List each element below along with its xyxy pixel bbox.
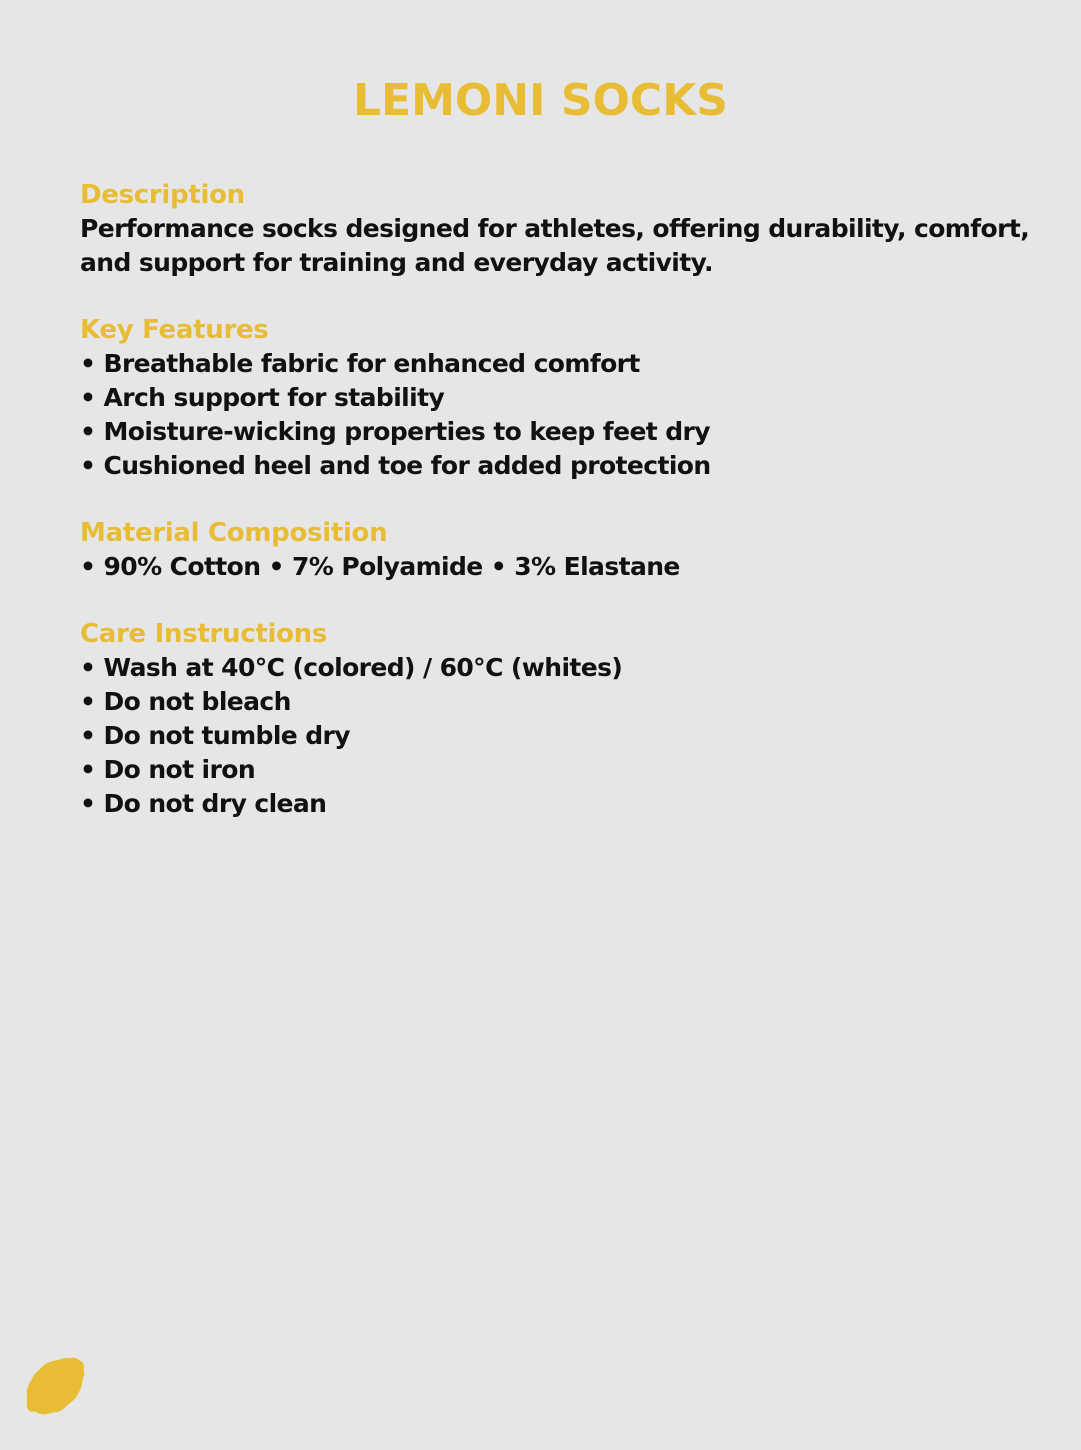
care-heading: Care Instructions xyxy=(80,619,328,649)
description-section xyxy=(80,178,1040,280)
description-heading: Description xyxy=(80,180,245,210)
lemon-logo-icon xyxy=(24,1354,86,1416)
feature-item: • Breathable fabric for enhanced comfort xyxy=(80,347,1040,381)
care-item: • Do not tumble dry xyxy=(80,719,1040,753)
material-list xyxy=(80,550,1040,584)
page-title: LEMONI SOCKS xyxy=(353,75,728,126)
care-section xyxy=(80,617,1040,821)
key-features-heading: Key Features xyxy=(80,315,269,345)
care-item: • Do not iron xyxy=(80,753,1040,787)
feature-item: • Arch support for stability xyxy=(80,381,1040,415)
key-features-list xyxy=(80,347,1040,483)
feature-item: • Moisture-wicking properties to keep feet dry xyxy=(80,415,1040,449)
content xyxy=(80,178,1040,854)
care-list xyxy=(80,651,1040,821)
description-text: Performance socks designed for athletes, offering durability, comfort, and support for training and everyday activity. xyxy=(80,214,1030,277)
key-features-section xyxy=(80,313,1040,483)
material-item: • 90% Cotton • 7% Polyamide • 3% Elastane xyxy=(80,550,1040,584)
care-item: • Do not bleach xyxy=(80,685,1040,719)
care-item: • Do not dry clean xyxy=(80,787,1040,821)
material-section xyxy=(80,516,1040,584)
feature-item: • Cushioned heel and toe for added protection xyxy=(80,449,1040,483)
material-heading: Material Composition xyxy=(80,518,388,548)
care-item: • Wash at 40°C (colored) / 60°C (whites) xyxy=(80,651,1040,685)
